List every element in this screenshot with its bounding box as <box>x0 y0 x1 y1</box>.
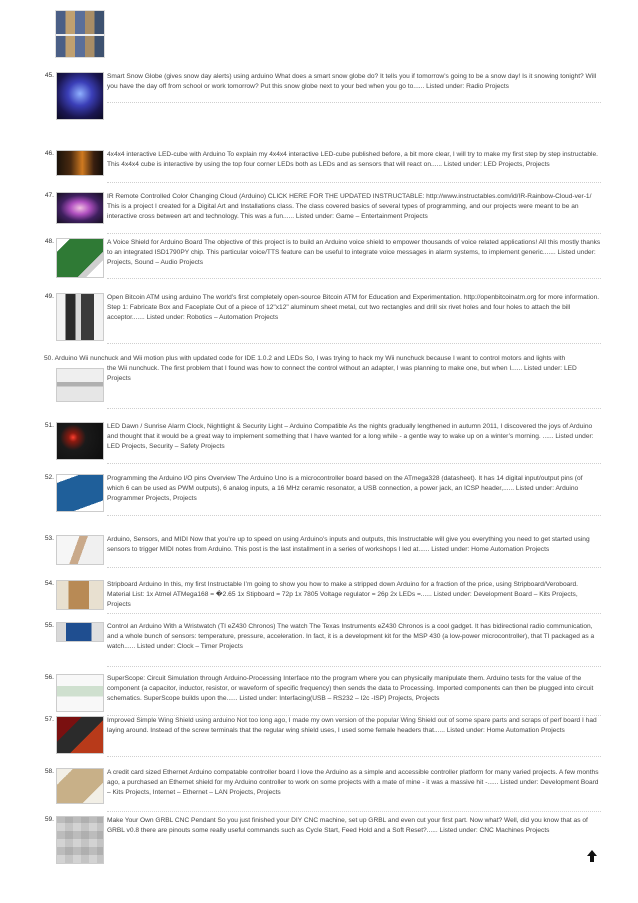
item-description[interactable]: 4x4x4 interactive LED-cube with Arduino To explain my 4x4x4 interactive LED-cube published before, a bit more clear, I will try to make my first step by step instructable. This 4x4x4 cube is interactive by using the top four corner LEDs both as LEDs and as sensors that will react on...... Listed under: LED Projects, Projects <box>107 151 598 169</box>
back-to-top-arrow-icon[interactable] <box>587 850 597 862</box>
item-number: 54. <box>44 580 54 587</box>
item-number: 56. <box>44 674 54 681</box>
item-thumbnail[interactable] <box>56 768 104 804</box>
item-thumbnail-placeholder[interactable] <box>56 816 104 864</box>
item-thumbnail[interactable] <box>56 422 104 460</box>
item-description[interactable]: Open Bitcoin ATM using arduino The world’s first completely open-source Bitcoin ATM for Education and Experimentation. http://openbitcoinatm.org for more information. Step 1: Fabricate Box and Faceplate Out of a piece of 12"x12" aluminum sheet metal, cut two rectangles and drill six rivet holes and four holes to attach the bill acceptor....... Listed under: Robotics – Automation Projects <box>107 294 600 322</box>
divider <box>107 408 601 409</box>
item-number: 51. <box>44 422 54 429</box>
item-title-line[interactable]: 50. Arduino Wii nunchuck and Wii motion plus with updated code for IDE 1.0.2 and LEDs So, I was trying to hack my Wii nunchuck because I want to control motors and lights with <box>44 355 566 362</box>
item-description[interactable]: Make Your Own GRBL CNC Pendant So you just finished your DIY CNC machine, set up GRBL and even cut your first part. Now what? Well, did you know that as of GRBL v0.8 there are pinouts some really useful commands such as Cycle Start, Feed Hold and a Soft Reset?...... Listed under: CNC Machines Projects <box>107 817 588 835</box>
item-number: 58. <box>44 768 54 775</box>
item-number: 47. <box>44 192 54 199</box>
item-description[interactable]: A credit card sized Ethernet Arduino compatable controller board I love the Arduino as a simple and accessible controller platform for many varied projects. A few months ago, a purchased an Ethernet shield for my Arduino controller to work on some projects with a mate of mine - it was a massive hit -...... Listed under: Development Board – Kits Projects, Internet – Ethernet – LAN Projects, Projects <box>107 769 599 797</box>
item-number: 45. <box>44 72 54 79</box>
item-number: 53. <box>44 535 54 542</box>
item-thumbnail[interactable] <box>56 150 104 176</box>
divider <box>107 278 601 279</box>
top-thumbnail-image[interactable] <box>55 10 105 58</box>
item-description[interactable]: Stripboard Arduino In this, my first Instructable I’m going to show you how to make a stripped down Arduino for a fraction of the price, using Stripboard/Veroboard. Material List: 1x Atmel ATMega168 = �2.65 1x Stipboard = 72p 1x 7805 Voltage regulator = 26p 2x LEDs =...... Listed under: Development Board – Kits Projects, Projects <box>107 581 578 609</box>
item-number: 49. <box>44 293 54 300</box>
item-description[interactable]: LED Dawn / Sunrise Alarm Clock, Nightlight & Security Light – Arduino Compatible As the nights gradually lengthened in autumn 2011, I discovered the joys of Arduino and thought that it would be a great way to implement something that I have wanted for a long while - a gentle way to wake up on a winter’s morning. ...... Listed under: LED Projects, Security – Safety Projects <box>107 423 594 451</box>
divider <box>107 567 601 568</box>
item-number: 59. <box>44 816 54 823</box>
item-thumbnail[interactable] <box>56 238 104 278</box>
item-thumbnail[interactable] <box>56 474 104 512</box>
item-number: 52. <box>44 474 54 481</box>
divider <box>107 463 601 464</box>
divider <box>107 515 601 516</box>
item-thumbnail[interactable] <box>56 716 104 754</box>
item-thumbnail[interactable] <box>56 535 104 565</box>
item-description[interactable]: Control an Arduino With a Wristwatch (TI eZ430 Chronos) The watch The Texas Instruments eZ430 Chronos is a cool gadget. It has bidirectional radio communication, and a whole bunch of sensors: temperature, pressure, acceleration. In fact, it is a development kit for the MSP 430 (a low-power microcontroller), that TI packaged as a watch...... Listed under: Clock – Timer Projects <box>107 623 595 651</box>
item-thumbnail[interactable] <box>56 580 104 610</box>
divider <box>107 666 601 667</box>
item-description[interactable]: Arduino, Sensors, and MIDI Now that you’re up to speed on using Arduino’s inputs and outputs, this Instructable will give you everything you need to get started using sensors to trigger MIDI notes from Arduino. This post is the last installment in a series of workshops I led at...... Listed under: Home Automation Projects <box>107 536 590 554</box>
item-thumbnail[interactable] <box>56 72 104 120</box>
divider <box>107 233 601 234</box>
item-thumbnail[interactable] <box>56 192 104 224</box>
item-description[interactable]: IR Remote Controlled Color Changing Cloud (Arduino) CLICK HERE FOR THE UPDATED INSTRUCTABLE: http://www.instructables.com/id/IR-Rainbow-Cloud-ver-1/ This is a project I created for a Digital Art and Installations class. The class covered basics of several types of programming, and our projects were meant to be an interactive cross between art and technology. This was a fun...... Listed under: Game – Entertainment Projects <box>107 193 592 221</box>
divider <box>107 756 601 757</box>
divider <box>107 613 601 614</box>
item-description[interactable]: Improved Simple Wing Shield using arduino Not too long ago, I made my own version of the popular Wing Shield out of some spare parts and scraps of perf board I had laying around. Instead of the screw terminals that the regular wing shield uses, I used some female headers that...... Listed under: Home Automation Projects <box>107 717 597 735</box>
item-thumbnail[interactable] <box>56 674 104 712</box>
divider <box>107 343 601 344</box>
item-thumbnail[interactable] <box>56 293 104 341</box>
item-thumbnail[interactable] <box>56 622 104 642</box>
item-number: 46. <box>44 150 54 157</box>
divider <box>107 182 601 183</box>
item-description[interactable]: the Wii nunchuck. The first problem that I found was how to connect the control without an adapter, I was planning to make one, but when I...... Listed under: LED Projects <box>107 365 577 383</box>
item-description[interactable]: Programming the Arduino I/O pins Overview The Arduino Uno is a microcontroller board based on the ATmega328 (datasheet). It has 14 digital input/output pins (of which 6 can be used as PWM outputs), 6 analog inputs, a 16 MHz ceramic resonator, a USB connection, a power jack, an ICSP header,...... Listed under: Arduino Programmer Projects, Projects <box>107 475 583 503</box>
item-description[interactable]: A Voice Shield for Arduino Board The objective of this project is to build an Arduino voice shield to empower thousands of voice related applications! All this mostly thanks to an integrated ISD1790PY chip. This particular voice/TTS feature can be useful to integrate voice messages in alarm systems, to implement generic....... Listed under: Projects, Sound – Audio Projects <box>107 239 601 267</box>
item-description[interactable]: SuperScope: Circuit Simulation through Arduino-Processing Interface nto the program where you can physically manipulate them. Arduino tests for the value of the component (a capacitor, inductor, resistor, or waveform of specific frequency) then sends the data to Processing. Imported components can then be plugged into circuit schematics. SuperScope builds upon the...... Listed under: Interfacing(USB – RS232 – I2c -ISP) Projects, Projects <box>107 675 594 703</box>
item-number: 55. <box>44 622 54 629</box>
divider <box>107 102 601 103</box>
divider <box>107 811 601 812</box>
item-number: 48. <box>44 238 54 245</box>
item-number: 57. <box>44 716 54 723</box>
item-thumbnail[interactable] <box>56 368 104 402</box>
item-description[interactable]: Smart Snow Globe (gives snow day alerts) using arduino What does a smart snow globe do? It tells you if tomorrow’s going to be a snow day! Is it snowing tonight? Will you have the day off from school or work tomorrow? Put this snow globe next to your bed when you go to...... Listed under: Radio Projects <box>107 73 597 91</box>
